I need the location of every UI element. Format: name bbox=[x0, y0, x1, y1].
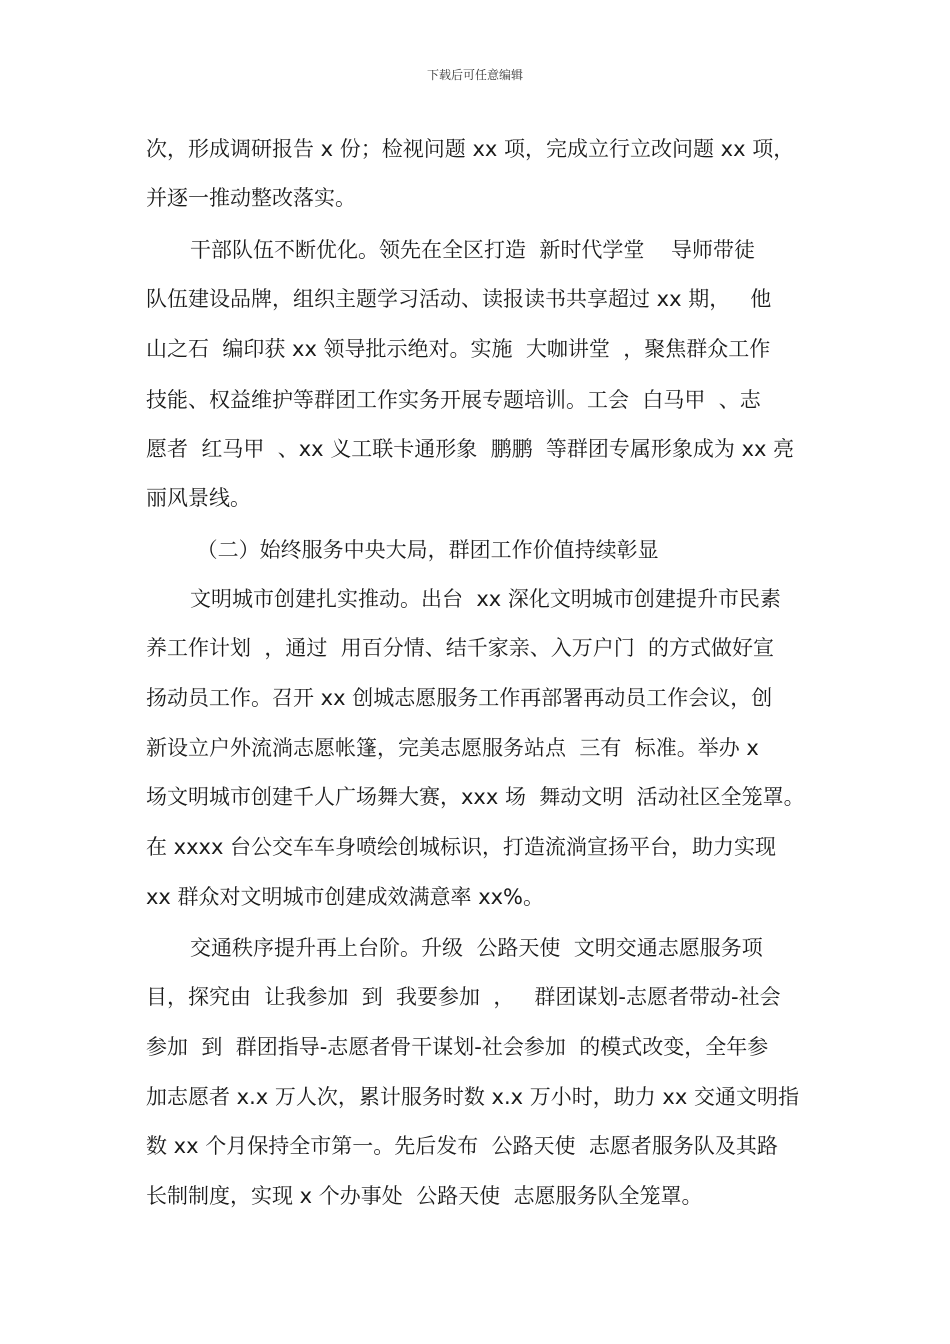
text-line: 山之石 编印获 xx 领导批示绝对。实施 大咖讲堂 ，聚焦群众工作 bbox=[146, 337, 771, 361]
text-line: 技能、权益维护等群团工作实务开展专题培训。工会 白马甲 、志 bbox=[146, 388, 761, 412]
text-line: 在 xxxx 台公交车车身喷绘创城标识，打造流淌宣扬平台，助力实现 bbox=[146, 835, 777, 859]
text-line: 新设立户外流淌志愿帐篷，完美志愿服务站点 三有 标准。举办 x bbox=[146, 736, 759, 760]
page-header: 下载后可任意编辑 bbox=[426, 68, 523, 82]
text-line: 愿者 红马甲 、xx 义工联卡通形象 鹏鹏 等群团专属形象成为 xx 亮 bbox=[146, 437, 795, 461]
text-line: 交通秩序提升再上台阶。升级 公路天使 文明交通志愿服务项 bbox=[190, 936, 763, 960]
text-line: 加志愿者 x.x 万人次，累计服务时数 x.x 万小时，助力 xx 交通文明指 bbox=[146, 1085, 799, 1109]
text-line: 干部队伍不断优化。领先在全区打造 新时代学堂 导师带徒 bbox=[190, 238, 756, 262]
text-line: 养工作计划 ，通过 用百分情、结千家亲、入万户门 的方式做好宣 bbox=[146, 636, 775, 660]
text-line: （二）始终服务中央大局，群团工作价值持续彰显 bbox=[190, 538, 659, 562]
text-line: 场文明城市创建千人广场舞大赛，xxx 场 舞动文明 活动社区全笼罩。 bbox=[146, 785, 805, 809]
text-line: 文明城市创建扎实推动。出台 xx 深化文明城市创建提升市民素 bbox=[190, 587, 781, 611]
text-line: 参加 到 群团指导-志愿者骨干谋划-社会参加 的模式改变，全年参 bbox=[146, 1035, 769, 1059]
text-line: 扬动员工作。召开 xx 创城志愿服务工作再部署再动员工作会议，创 bbox=[146, 686, 773, 710]
text-line: 长制制度，实现 x 个办事处 公路天使 志愿服务队全笼罩。 bbox=[146, 1184, 703, 1208]
text-line: 丽风景线。 bbox=[146, 486, 251, 510]
text-line: 目，探究由 让我参加 到 我要参加 ， 群团谋划-志愿者带动-社会 bbox=[146, 985, 781, 1009]
text-line: 队伍建设品牌，组织主题学习活动、读报读书共享超过 xx 期， 他 bbox=[146, 287, 772, 311]
text-line: 数 xx 个月保持全市第一。先后发布 公路天使 志愿者服务队及其路 bbox=[146, 1134, 778, 1158]
text-line: 并逐一推动整改落实。 bbox=[146, 186, 356, 210]
text-line: xx 群众对文明城市创建成效满意率 xx%。 bbox=[146, 885, 545, 909]
text-line: 次，形成调研报告 x 份；检视问题 xx 项，完成立行立改问题 xx 项， bbox=[146, 137, 795, 161]
